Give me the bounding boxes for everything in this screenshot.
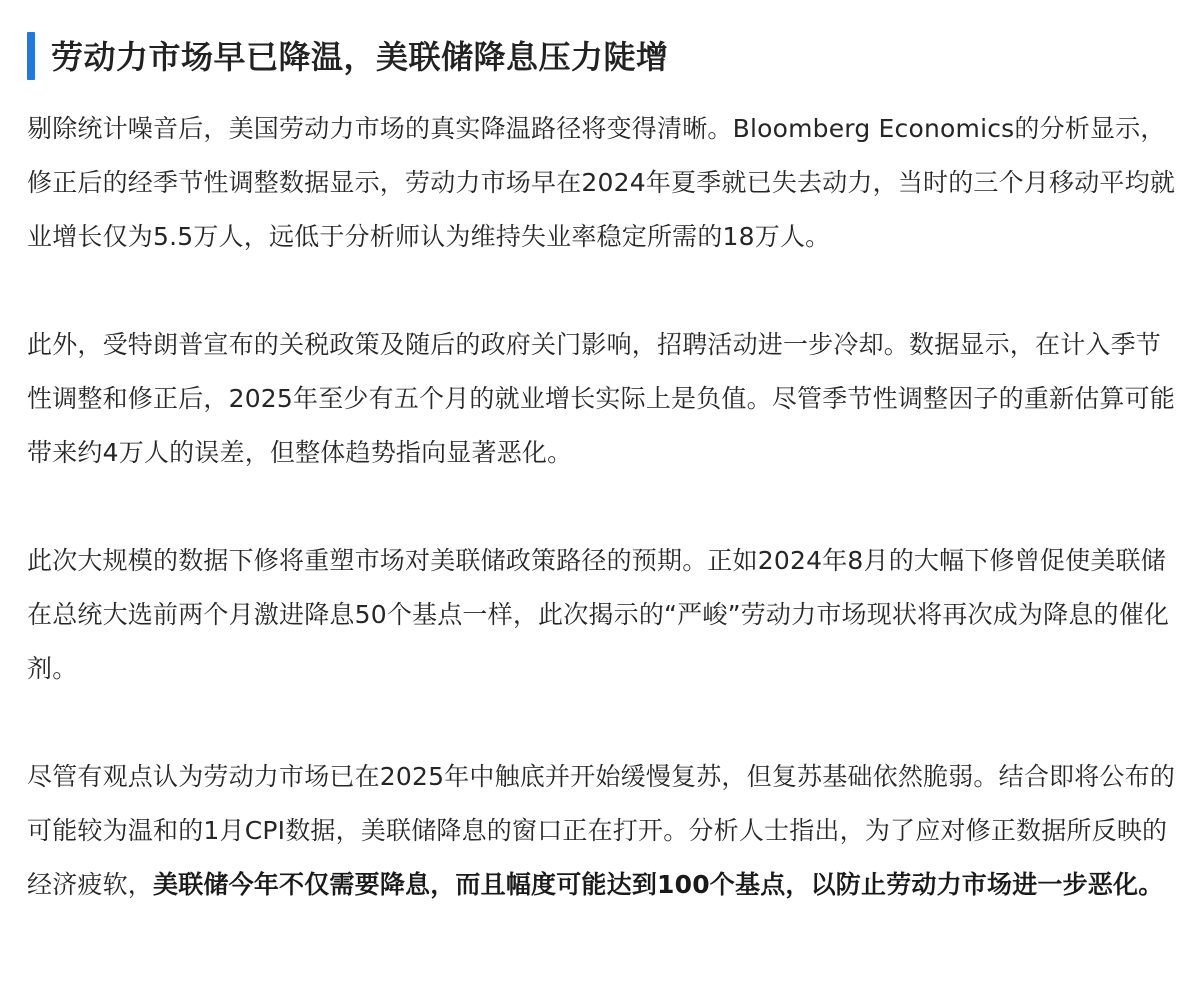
paragraph-2: 此外，受特朗普宣布的关税政策及随后的政府关门影响，招聘活动进一步冷却。数据显示，在计入季节性调整和修正后，2025年至少有五个月的就业增长实际上是负值。尽管季节性调整因子的重新估算可能带来约4万人的误差，但整体趋势指向显著恶化。 bbox=[27, 330, 1176, 467]
paragraph-1: 剔除统计噪音后，美国劳动力市场的真实降温路径将变得清晰。Bloomberg Economics的分析显示，修正后的经季节性调整数据显示，劳动力市场早在2024年夏季就已失去动力，当时的三个月移动平均就业增长仅为5.5万人，远低于分析师认为维持失业率稳定所需的18万人。 bbox=[27, 114, 1176, 251]
article bbox=[27, 30, 1177, 912]
paragraph-4 bbox=[27, 750, 1177, 912]
heading-title: 劳动力市场早已降温，美联储降息压力陡增 bbox=[51, 38, 669, 76]
paragraph-4-bold-text: 美联储今年不仅需要降息，而且幅度可能达到100个基点，以防止劳动力市场进一步恶化。 bbox=[153, 870, 1164, 899]
paragraph-3: 此次大规模的数据下修将重塑市场对美联储政策路径的预期。正如2024年8月的大幅下修曾促使美联储在总统大选前两个月激进降息50个基点一样，此次揭示的“严峻”劳动力市场现状将再次成为降息的催化剂。 bbox=[27, 546, 1170, 683]
section-heading bbox=[27, 30, 1177, 80]
paragraph-4-text: 尽管有观点认为劳动力市场已在2025年中触底并开始缓慢复苏，但复苏基础依然脆弱。结合即将公布的可能较为温和的1月CPI数据，美联储降息的窗口正在打开。分析人士指出，为了应对修正数据所反映的经济疲软， bbox=[27, 762, 1176, 899]
heading-accent-bar bbox=[27, 32, 35, 80]
